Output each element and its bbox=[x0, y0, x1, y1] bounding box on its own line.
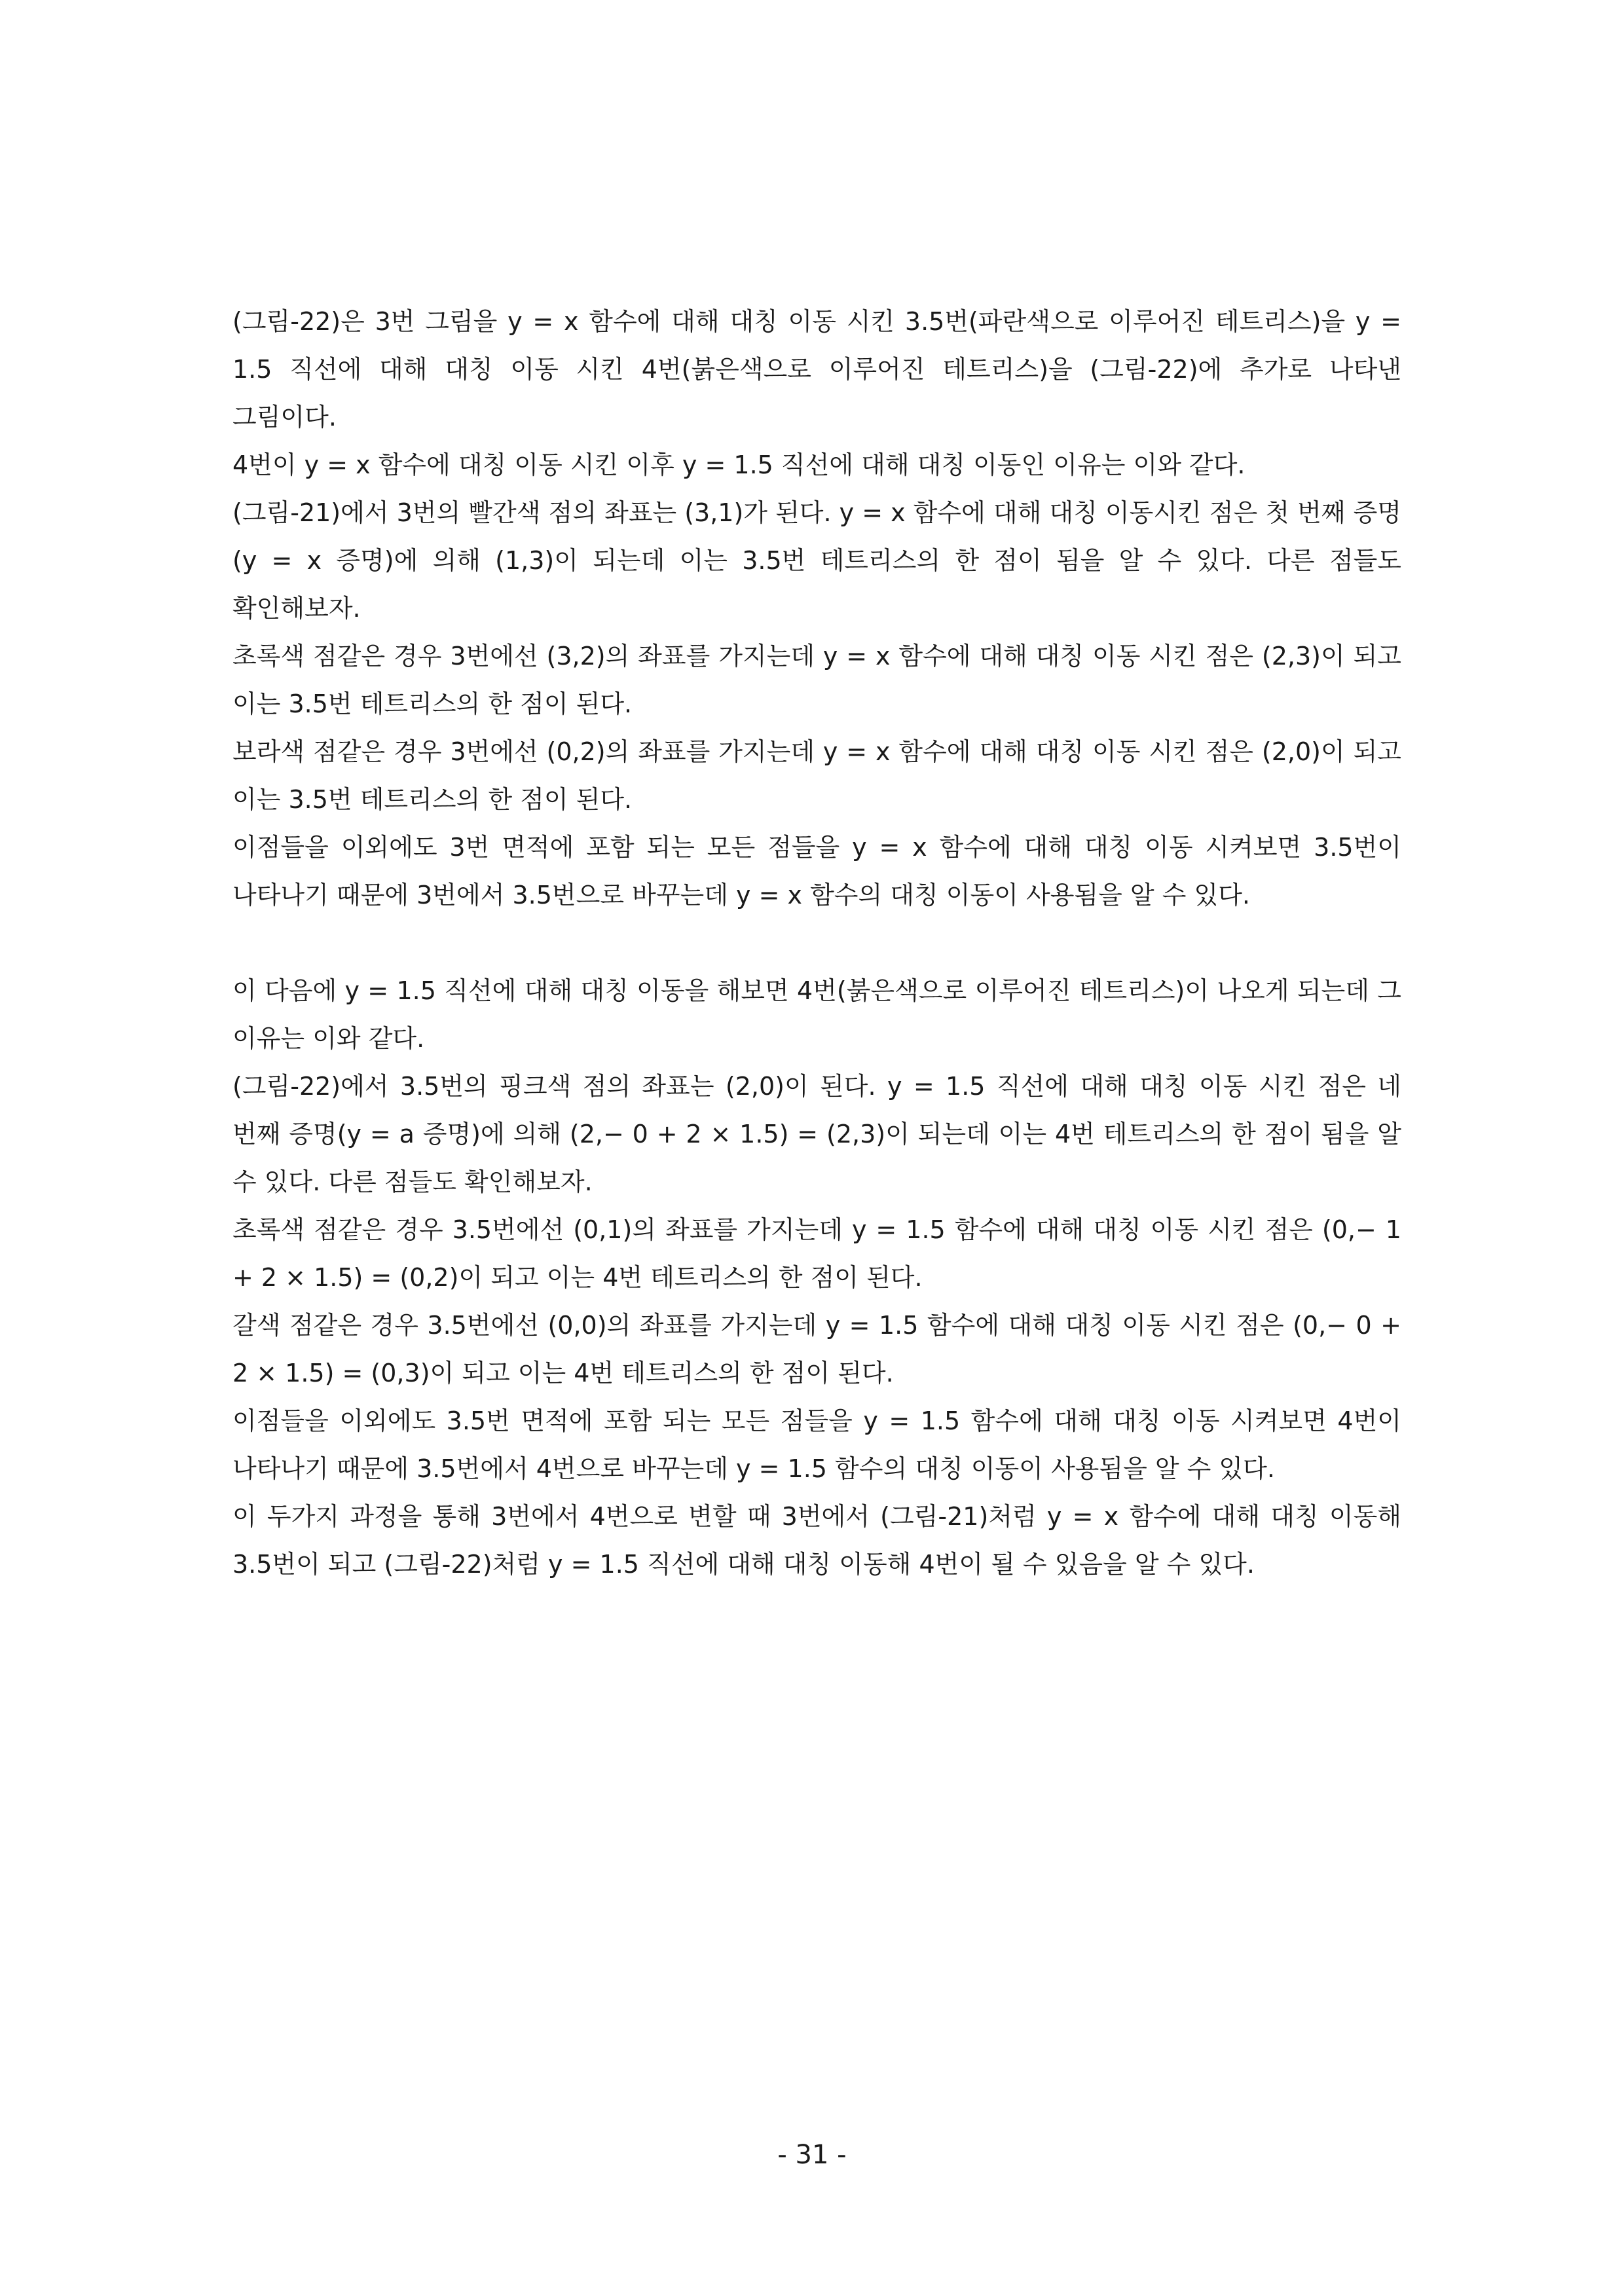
paragraph: 이 다음에 y = 1.5 직선에 대해 대칭 이동을 해보면 4번(붉은색으로 이루어진 테트리스)이 나오게 되는데 그 이유는 이와 같다. bbox=[232, 976, 1401, 1053]
paragraph: 이점들을 이외에도 3번 면적에 포함 되는 모든 점들을 y = x 함수에 대해 대칭 이동 시켜보면 3.5번이 나타나기 때문에 3번에서 3.5번으로 바꾸는데 y = x 함수의 대칭 이동이 사용됨을 알 수 있다. bbox=[232, 833, 1401, 909]
paragraph: 이 두가지 과정을 통해 3번에서 4번으로 변할 때 3번에서 (그림-21)처럼 y = x 함수에 대해 대칭 이동해 3.5번이 되고 (그림-22)처럼 y = 1.5 직선에 대해 대칭 이동해 4번이 될 수 있음을 알 수 있다. bbox=[232, 1502, 1401, 1579]
paragraph: (그림-22)은 3번 그림을 y = x 함수에 대해 대칭 이동 시킨 3.5번(파란색으로 이루어진 테트리스)을 y = 1.5 직선에 대해 대칭 이동 시킨 4번(붉은색으로 이루어진 테트리스)을 (그림-22)에 추가로 나타낸 그림이다. bbox=[232, 307, 1401, 431]
paragraph: (그림-22)에서 3.5번의 핑크색 점의 좌표는 (2,0)이 된다. y = 1.5 직선에 대해 대칭 이동 시킨 점은 네 번째 증명(y = a 증명)에 의해 (2,− 0 + 2 × 1.5) = (2,3)이 되는데 이는 4번 테트리스의 한 점이 됨을 알 수 있다. 다른 점들도 확인해보자. bbox=[232, 1072, 1401, 1196]
paragraph: 갈색 점같은 경우 3.5번에선 (0,0)의 좌표를 가지는데 y = 1.5 함수에 대해 대칭 이동 시킨 점은 (0,− 0 + 2 × 1.5) = (0,3)이 되고 이는 4번 테트리스의 한 점이 된다. bbox=[232, 1311, 1401, 1387]
page-number: - 31 - bbox=[777, 2140, 847, 2170]
paragraph-spacer bbox=[232, 919, 1401, 967]
paragraph: 초록색 점같은 경우 3.5번에선 (0,1)의 좌표를 가지는데 y = 1.5 함수에 대해 대칭 이동 시킨 점은 (0,− 1 + 2 × 1.5) = (0,2)이 되고 이는 4번 테트리스의 한 점이 된다. bbox=[232, 1215, 1401, 1292]
document-body bbox=[232, 298, 1401, 1588]
paragraph: 4번이 y = x 함수에 대칭 이동 시킨 이후 y = 1.5 직선에 대해 대칭 이동인 이유는 이와 같다. bbox=[232, 450, 1246, 479]
paragraph: 보라색 점같은 경우 3번에선 (0,2)의 좌표를 가지는데 y = x 함수에 대해 대칭 이동 시킨 점은 (2,0)이 되고 이는 3.5번 테트리스의 한 점이 된다. bbox=[232, 737, 1401, 814]
paragraph: (그림-21)에서 3번의 빨간색 점의 좌표는 (3,1)가 된다. y = x 함수에 대해 대칭 이동시킨 점은 첫 번째 증명(y = x 증명)에 의해 (1,3)이 되는데 이는 3.5번 테트리스의 한 점이 됨을 알 수 있다. 다른 점들도 확인해보자. bbox=[232, 498, 1401, 623]
paragraph: 이점들을 이외에도 3.5번 면적에 포함 되는 모든 점들을 y = 1.5 함수에 대해 대칭 이동 시켜보면 4번이 나타나기 때문에 3.5번에서 4번으로 바꾸는데 y = 1.5 함수의 대칭 이동이 사용됨을 알 수 있다. bbox=[232, 1406, 1401, 1483]
paragraph: 초록색 점같은 경우 3번에선 (3,2)의 좌표를 가지는데 y = x 함수에 대해 대칭 이동 시킨 점은 (2,3)이 되고 이는 3.5번 테트리스의 한 점이 된다. bbox=[232, 642, 1401, 718]
